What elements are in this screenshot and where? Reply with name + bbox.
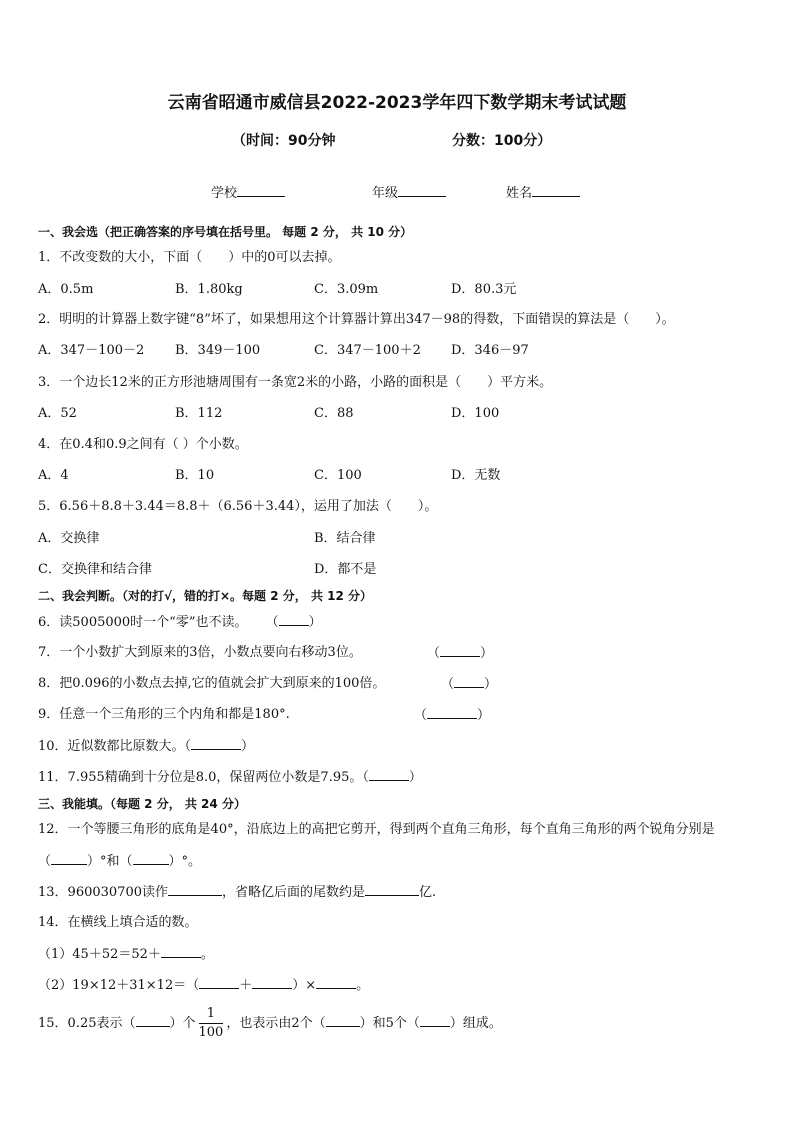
question-12-cont: （ ）°和（ ）°。 xyxy=(38,854,202,869)
q14-2-blank-1[interactable] xyxy=(199,976,239,989)
grade-blank[interactable] xyxy=(398,184,446,197)
question-6 xyxy=(38,613,322,632)
name-blank[interactable] xyxy=(532,184,580,197)
q3-option-b: B．112 xyxy=(175,406,223,421)
exam-title: 云南省昭通市威信县2022-2023学年四下数学期末考试试题 xyxy=(167,93,627,113)
question-7 xyxy=(38,644,362,662)
question-8 xyxy=(38,675,385,693)
q15-blank-2[interactable] xyxy=(326,1014,360,1027)
question-10: 10．近似数都比原数大。（ ） xyxy=(38,739,255,754)
q11-blank[interactable] xyxy=(369,768,409,781)
fraction-numerator: 1 xyxy=(199,1005,224,1024)
name-field xyxy=(506,182,580,201)
question-14: 14．在横线上填合适的数。 xyxy=(38,915,198,930)
school-label: 学校 xyxy=(211,186,238,201)
question-15: 15．0.25表示（ ）个 $\frac{1}{100}$ ，也表示由2个（ ）和5个（ ）组成。 xyxy=(38,1006,502,1040)
question-13: 13．960030700读作 ，省略亿后面的尾数约是 亿. xyxy=(38,885,437,900)
section-1-heading: 一、我会选（把正确答案的序号填在括号里。 每题 2 分， 共 10 分） xyxy=(38,225,413,239)
question-1: 1．不改变数的大小，下面（ ）中的0可以去掉。 xyxy=(38,250,341,265)
fraction xyxy=(199,1005,224,1042)
q3-option-d: D．100 xyxy=(451,406,500,421)
q15-blank-3[interactable] xyxy=(420,1014,450,1027)
q4-option-b: B．10 xyxy=(175,468,215,483)
section-3-heading: 三、我能填。（每题 2 分， 共 24 分） xyxy=(38,797,246,811)
question-12: 12．一个等腰三角形的底角是40°，沿底边上的高把它剪开，得到两个直角三角形，每个直角三角形的两个锐角分别是 xyxy=(38,822,715,837)
time-label: （时间：90分钟 xyxy=(232,133,336,149)
grade-field xyxy=(372,182,446,201)
q5-option-b: B．结合律 xyxy=(314,531,376,546)
q2-option-c: C．347－100＋2 xyxy=(314,343,421,358)
q4-option-c: C．100 xyxy=(314,468,362,483)
question-3: 3．一个边长12米的正方形池塘周围有一条宽2米的小路，小路的面积是（ ）平方米。 xyxy=(38,375,553,390)
q14-2-blank-2[interactable] xyxy=(252,976,292,989)
q13-blank-1[interactable] xyxy=(168,883,222,896)
q8-answer[interactable]: （ ） xyxy=(441,677,498,692)
q3-option-a: A．52 xyxy=(38,406,77,421)
score-label: 分数：100分） xyxy=(452,133,552,149)
question-14-2: （2）19×12＋31×12＝（ ＋ ）× 。 xyxy=(38,978,370,993)
q7-answer[interactable]: （ ） xyxy=(427,646,494,661)
q4-option-d: D．无数 xyxy=(451,468,501,483)
q10-blank[interactable] xyxy=(191,737,241,750)
q10-text: 10．近似数都比原数大。（ xyxy=(38,739,192,754)
q4-option-a: A．4 xyxy=(38,468,69,483)
fraction-denominator: 100 xyxy=(198,1025,224,1040)
q9-answer[interactable]: （ ） xyxy=(414,708,491,723)
q1-option-c: C．3.09m xyxy=(314,282,379,297)
question-4: 4．在0.4和0.9之间有（ ）个小数。 xyxy=(38,437,248,452)
q8-text: 8．把0.096的小数点去掉,它的值就会扩大到原来的100倍。 xyxy=(38,676,386,691)
q14-1-blank[interactable] xyxy=(161,945,201,958)
q3-option-c: C．88 xyxy=(314,406,354,421)
name-label: 姓名 xyxy=(506,186,533,201)
q6-text: 6．读5005000时一个“零”也不读。 xyxy=(38,615,248,630)
question-5: 5．6.56＋8.8＋3.44＝8.8＋（6.56＋3.44），运用了加法（ ）。 xyxy=(38,499,438,514)
section-2-heading: 二、我会判断。（对的打√，错的打×。每题 2 分， 共 12 分） xyxy=(38,589,372,603)
q1-option-a: A．0.5m xyxy=(38,282,94,297)
grade-label: 年级 xyxy=(372,186,399,201)
q6-answer[interactable]: （ ） xyxy=(265,615,322,630)
q7-text: 7．一个小数扩大到原来的3倍，小数点要向右移动3位。 xyxy=(38,645,362,660)
question-9 xyxy=(38,706,290,724)
q12-blank-2[interactable] xyxy=(133,852,169,865)
q2-option-b: B．349－100 xyxy=(175,343,261,358)
school-field xyxy=(211,182,285,201)
q9-text: 9．任意一个三角形的三个内角和都是180°. xyxy=(38,707,290,722)
q5-option-c: C．交换律和结合律 xyxy=(38,562,152,577)
school-blank[interactable] xyxy=(237,184,285,197)
q11-text: 11．7.955精确到十分位是8.0，保留两位小数是7.95。（ xyxy=(38,770,369,785)
q15-blank-1[interactable] xyxy=(136,1014,170,1027)
q14-2-blank-3[interactable] xyxy=(316,976,356,989)
q5-option-a: A．交换律 xyxy=(38,531,100,546)
question-11: 11．7.955精确到十分位是8.0，保留两位小数是7.95。（ ） xyxy=(38,770,422,785)
q1-option-b: B．1.80kg xyxy=(175,282,243,297)
q2-option-a: A．347－100－2 xyxy=(38,343,145,358)
q12-blank-1[interactable] xyxy=(51,852,87,865)
q13-blank-2[interactable] xyxy=(365,883,419,896)
q2-option-d: D．346－97 xyxy=(451,343,529,358)
question-14-1: （1）45＋52＝52＋ 。 xyxy=(38,947,214,962)
question-2: 2．明明的计算器上数字键“8”坏了，如果想用这个计算器计算出347－98的得数，下面错误的算法是（ ）。 xyxy=(38,312,675,327)
q5-option-d: D．都不是 xyxy=(314,562,377,577)
q1-option-d: D．80.3元 xyxy=(451,282,517,297)
